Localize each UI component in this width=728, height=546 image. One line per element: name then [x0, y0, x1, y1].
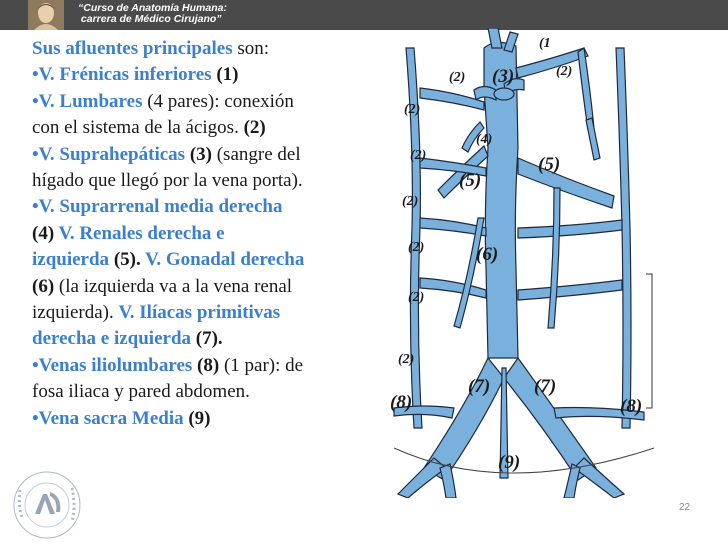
item-suprahepatic: •V. Suprahepáticas: [32, 143, 186, 165]
text-line-7: [32, 194, 388, 220]
item-ref: (2): [243, 117, 266, 139]
text-line-6: [32, 168, 388, 194]
vein-illustration: [384, 28, 684, 498]
item-ref: (1): [211, 64, 239, 86]
course-title-line2: carrera de Médico Cirujano”: [80, 13, 222, 25]
label-5: (5): [459, 170, 482, 191]
item-ref: (3): [185, 143, 212, 165]
heading-affluents: Sus afluentes principales: [32, 38, 233, 59]
item-ref: (7).: [191, 328, 223, 350]
item-renal: izquierda: [32, 249, 110, 271]
item-ref: (8): [192, 354, 220, 376]
label-2: (2): [402, 194, 419, 209]
text-segment: fosa iliaca y pared abdomen.: [32, 381, 250, 403]
text-segment: (4 pares): conexión: [142, 90, 294, 112]
text-line-1: [32, 36, 388, 62]
label-2: (2): [408, 290, 425, 305]
text-segment: con el sistema de la ácigos.: [32, 117, 244, 139]
main-text: [32, 36, 388, 432]
course-title: [78, 3, 227, 25]
item-iliac: derecha e izquierda: [32, 328, 192, 350]
label-2: (2): [556, 64, 573, 79]
item-ref: (9): [183, 407, 211, 429]
label-4: (4): [476, 132, 493, 147]
item-iliac: V. Ilíacas primitivas: [118, 302, 281, 324]
header-bar: [0, 0, 728, 30]
item-suprarenal: •V. Suprarrenal media derecha: [32, 196, 283, 218]
item-iliolumbar: •Venas iliolumbares: [32, 354, 193, 376]
text-line-8: [32, 221, 388, 247]
text-segment: (la izquierda va a la vena renal: [54, 275, 293, 297]
item-ref: (4): [32, 222, 55, 244]
label-2: (2): [398, 352, 415, 367]
text-line-3: [32, 89, 388, 115]
label-2: (2): [404, 102, 421, 117]
text-segment: (sangre del: [211, 143, 301, 165]
text-segment: son:: [232, 38, 270, 59]
text-line-13: [32, 353, 388, 379]
text-line-15: [32, 406, 388, 432]
text-line-14: [32, 379, 388, 405]
text-line-4: [32, 115, 388, 141]
label-8: (8): [390, 392, 413, 413]
label-7: (7): [468, 376, 491, 397]
label-2: (2): [449, 70, 466, 85]
text-line-5: [32, 142, 388, 168]
item-lumbar: •V. Lumbares: [32, 90, 143, 112]
course-title-line1: “Curso de Anatomía Humana:: [78, 2, 227, 14]
vena-cava-diagram: [384, 28, 684, 498]
item-gonadal: V. Gonadal derecha: [140, 249, 305, 271]
text-line-9: [32, 247, 388, 273]
text-line-12: [32, 326, 388, 352]
label-3: (3): [492, 66, 515, 87]
label-2: (2): [408, 240, 425, 255]
text-line-10: [32, 274, 388, 300]
text-line-2: [32, 62, 388, 88]
header-photo: [28, 0, 64, 30]
label-2: (2): [410, 148, 427, 163]
label-5: (5): [538, 154, 561, 175]
page-number: 22: [679, 502, 691, 513]
item-ref: (6): [32, 275, 55, 297]
university-logo: [10, 470, 84, 540]
label-1: (1: [539, 36, 551, 51]
label-9: (9): [498, 452, 521, 473]
label-8: (8): [620, 396, 643, 417]
text-segment: hígado que llegó por la vena porta).: [32, 170, 303, 192]
item-phrenic: •V. Frénicas inferiores: [32, 64, 212, 86]
item-sacral: •Vena sacra Media: [32, 407, 184, 429]
label-7: (7): [534, 376, 557, 397]
item-ref: (5).: [109, 249, 141, 271]
text-segment: (1 par): de: [219, 354, 304, 376]
text-segment: izquierda).: [32, 302, 119, 324]
item-renal: V. Renales derecha e: [54, 222, 225, 244]
label-6: (6): [476, 244, 499, 265]
text-line-11: [32, 300, 388, 326]
